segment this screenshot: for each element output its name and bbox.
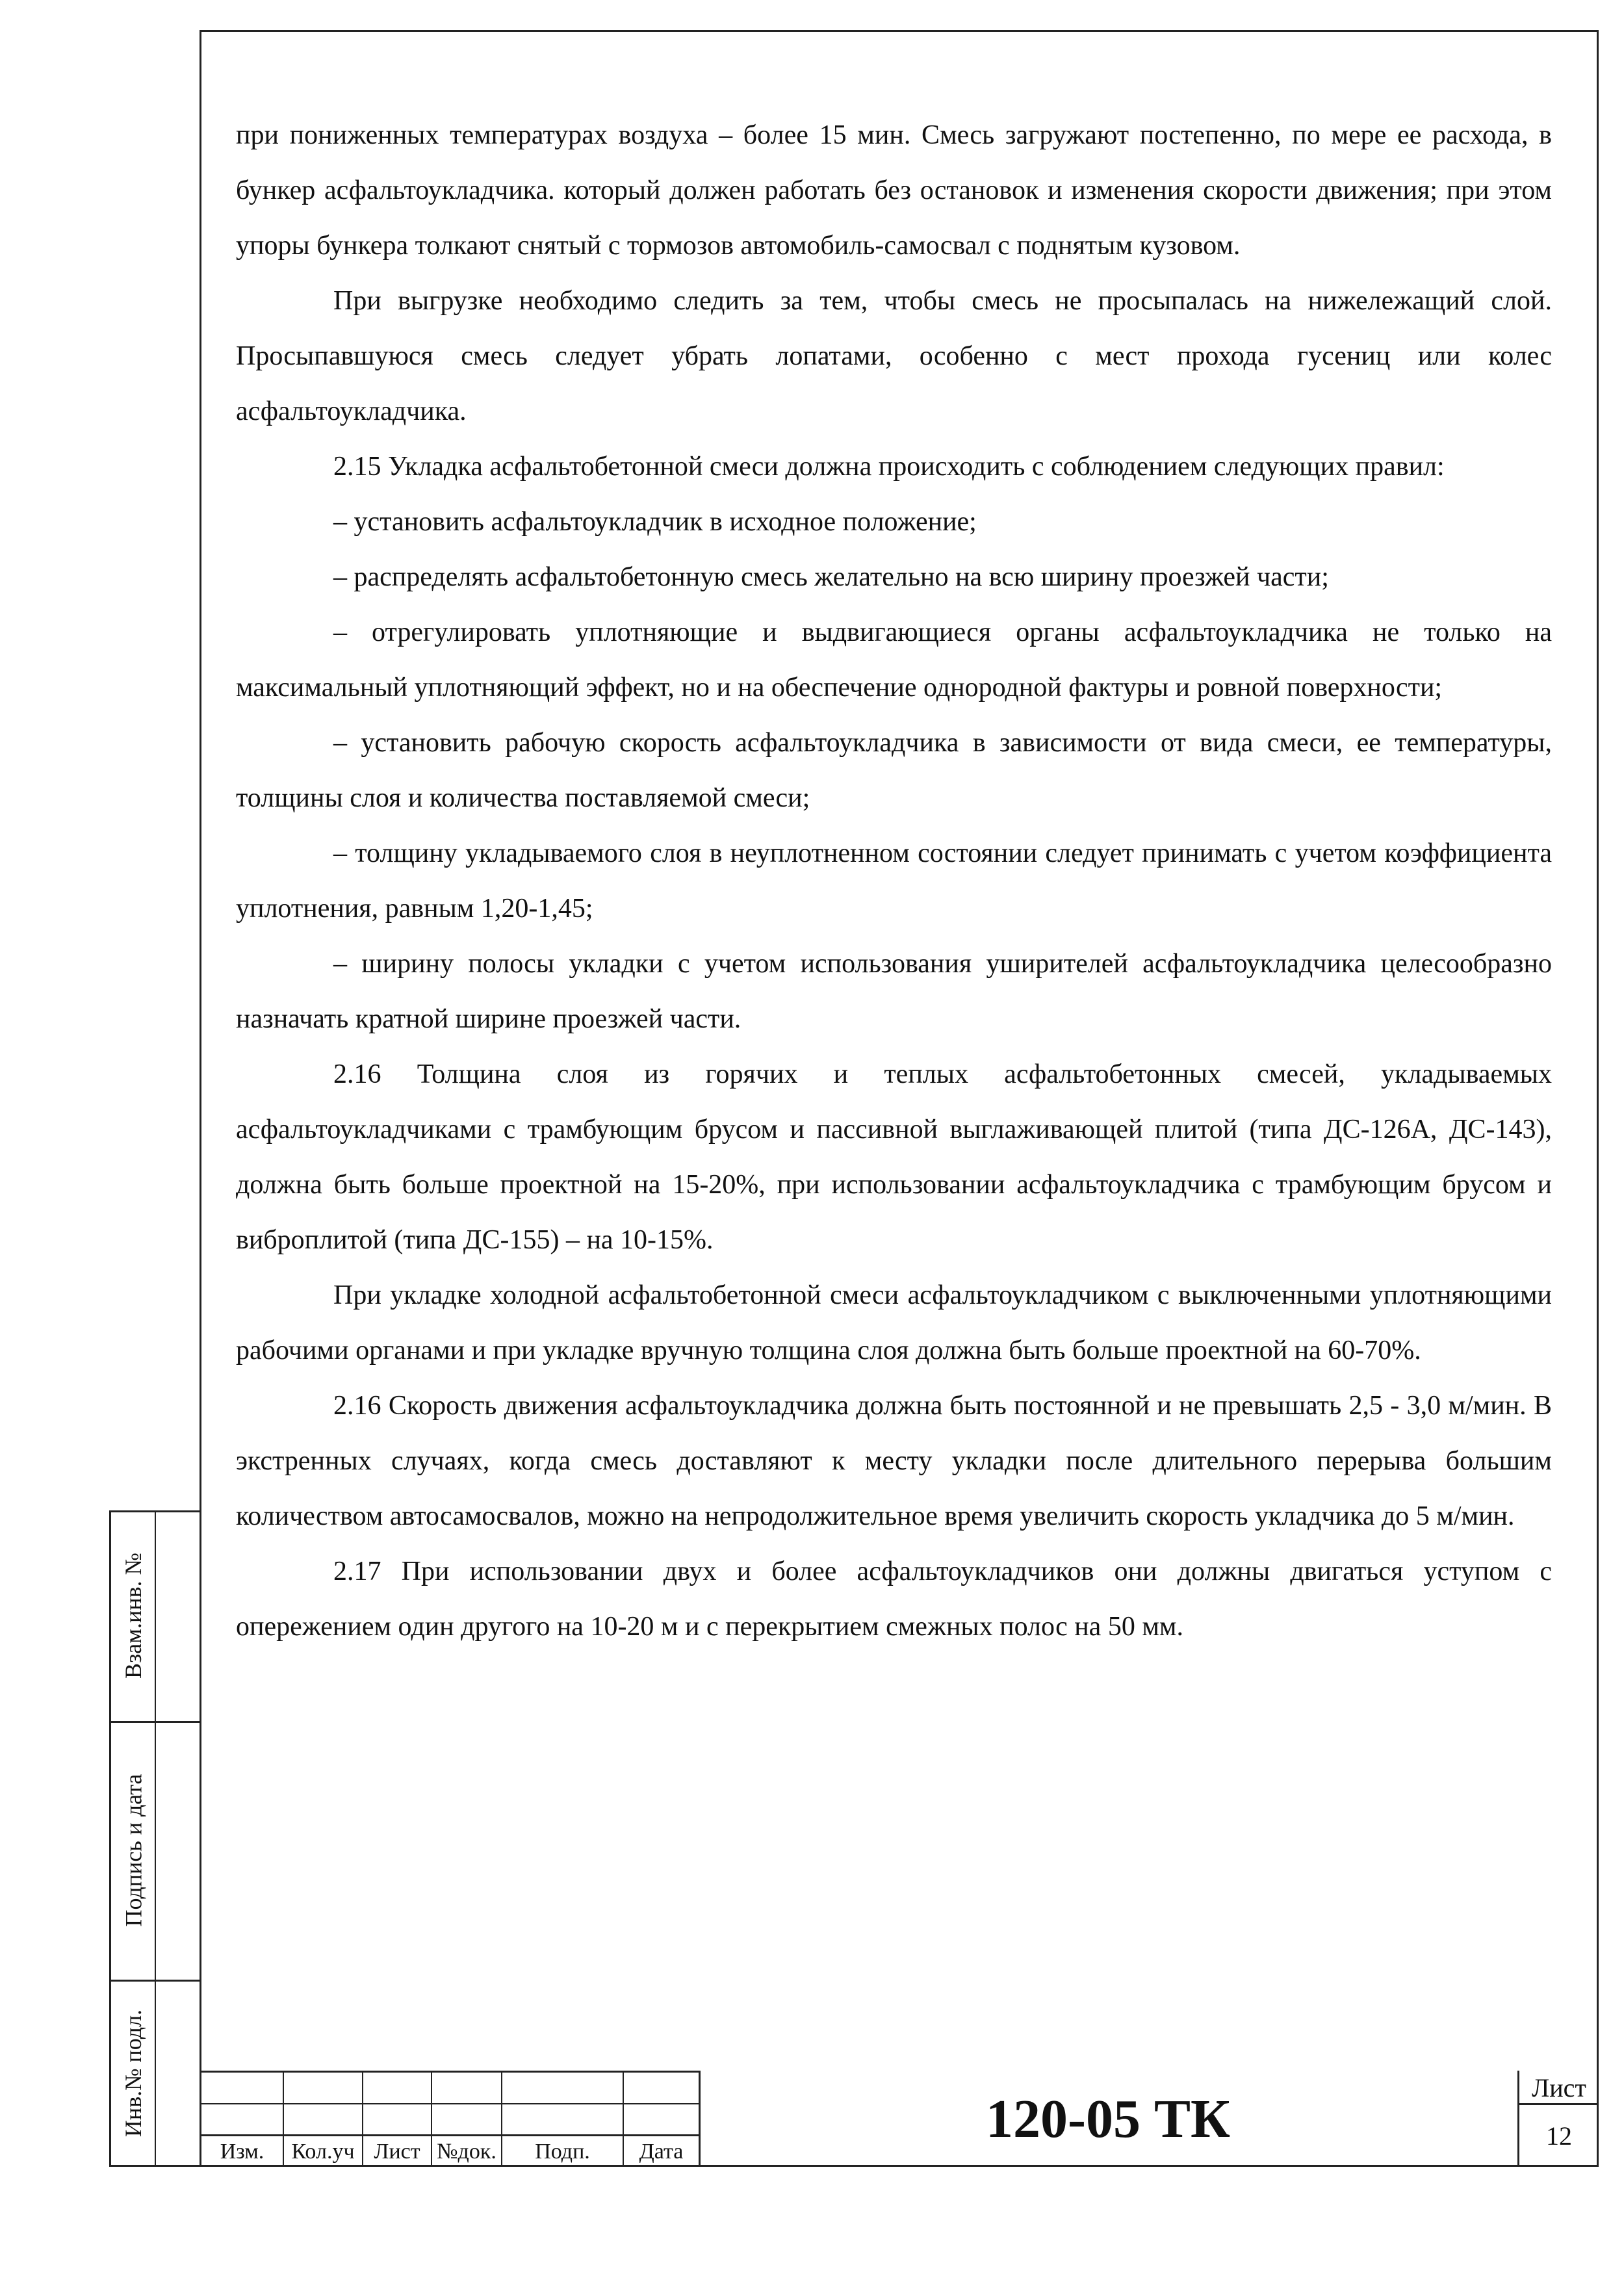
stamp-inv-podl <box>110 1980 156 2167</box>
stamp-vzam-inv-label: Взам.инв. № <box>120 1553 146 1679</box>
paragraph: 2.16 Толщина слоя из горячих и теплых асфальтобетонных смесей, укладываемых асфальтоукладчиками с трамбующим брусом и пассивной выглаживающей плитой (типа ДС-126А, ДС-143), должна быть больше проектной на 15-20%, при использовании асфальтоукладчика с трамбующим брусом и виброплитой (типа ДС-155) – на 10-15%. <box>236 1059 1552 1255</box>
paragraph: – ширину полосы укладки с учетом использования уширителей асфальтоукладчика целесообразно назначать кратной ширине проезжей части. <box>236 949 1552 1034</box>
paragraph: – отрегулировать уплотняющие и выдвигающиеся органы асфальтоукладчика не только на максимальный уплотняющий эффект, но и на обеспечение однородной фактуры и ровной поверхности; <box>236 617 1552 703</box>
paragraph: При укладке холодной асфальтобетонной смеси асфальтоукладчиком с выключенными уплотняющими рабочими органами и при укладке вручную толщина слоя должна быть больше проектной на 60-70%. <box>236 1280 1552 1365</box>
stamp-podpis-data-label: Подпись и дата <box>120 1774 147 1927</box>
col-podp: Подп. <box>535 2139 590 2164</box>
paragraph: При выгрузке необходимо следить за тем, чтобы смесь не просыпалась на нижележащий слой. Просыпавшуюся смесь следует убрать лопатами, особенно с мест прохода гусениц или колес асфальтоукладчика. <box>236 286 1552 426</box>
paragraph: – установить асфальтоукладчик в исходное положение; <box>333 507 977 537</box>
document-body <box>236 108 1552 1655</box>
col-data: Дата <box>639 2139 684 2164</box>
stamp-inv-podl-label: Инв.№ подл. <box>120 2009 146 2138</box>
stamp-podpis-data <box>110 1721 156 1980</box>
paragraph: – толщину укладываемого слоя в неуплотненном состоянии следует принимать с учетом коэффициента уплотнения, равным 1,20-1,45; <box>236 838 1552 924</box>
col-list: Лист <box>374 2139 420 2164</box>
paragraph: – установить рабочую скорость асфальтоукладчика в зависимости от вида смеси, ее температуры, толщины слоя и количества поставляемой смеси; <box>236 728 1552 813</box>
sheet-number: 12 <box>1546 2121 1572 2151</box>
paragraph: 2.16 Скорость движения асфальтоукладчика должна быть постоянной и не превышать 2,5 - 3,0 м/мин. В экстренных случаях, когда смесь доставляют к месту укладки после длительного перерыва большим количеством автосамосвалов, можно на непродолжительное время увеличить скорость укладчика до 5 м/мин. <box>236 1391 1552 1531</box>
col-kol-uch: Кол.уч <box>291 2139 355 2164</box>
col-n-dok: №док. <box>437 2139 496 2164</box>
paragraph: – распределять асфальтобетонную смесь желательно на всю ширину проезжей части; <box>333 562 1329 592</box>
paragraph: 2.17 При использовании двух и более асфальтоукладчиков они должны двигаться уступом с опережением один другого на 10-20 м и с перекрытием смежных полос на 50 мм. <box>236 1557 1552 1642</box>
sheet-label: Лист <box>1532 2073 1586 2102</box>
document-code: 120-05 ТК <box>986 2088 1230 2149</box>
paragraph: 2.15 Укладка асфальтобетонной смеси должна происходить с соблюдением следующих правил: <box>333 452 1445 482</box>
stamp-vzam-inv <box>110 1510 156 1721</box>
paragraph: при пониженных температурах воздуха – более 15 мин. Смесь загружают постепенно, по мере ее расхода, в бункер асфальтоукладчика. который должен работать без остановок и изменения скорости движения; при этом упоры бункера толкают снятый с тормозов автомобиль-самосвал с поднятым кузовом. <box>236 120 1552 261</box>
col-izm: Изм. <box>220 2139 264 2164</box>
